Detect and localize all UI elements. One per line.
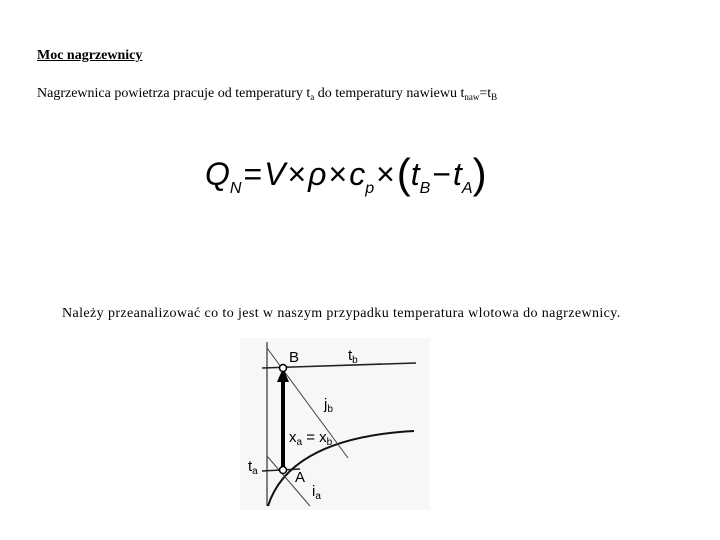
label-tb-sub: b (352, 355, 358, 366)
analysis-note: Należy przeanalizować co to jest w naszym przypadku temperatura wlotowa do nagrzewnicy. (62, 306, 621, 321)
label-ia-sub: a (315, 491, 321, 502)
intro-text-1: Nagrzewnica powietrza pracuje od temperatury t (37, 86, 311, 101)
label-xeq: = (302, 429, 320, 446)
label-point-a: A (295, 469, 306, 486)
formula-minus: − (432, 156, 452, 192)
label-xa-x: x (289, 429, 297, 446)
formula-ta: t (453, 156, 462, 192)
formula-rho: ρ (308, 156, 327, 192)
formula-times-3: × (376, 156, 395, 192)
formula-equals: = (243, 156, 263, 192)
label-xa-sub: a (296, 437, 303, 448)
label-xb-x: x (319, 429, 327, 446)
formula-times-2: × (328, 156, 348, 192)
intro-paragraph (37, 86, 497, 102)
formula-times-1: × (287, 156, 307, 192)
point-b-marker (280, 365, 287, 372)
intro-text-2: do temperatury nawiewu t (314, 86, 465, 101)
label-tb-t: t (348, 347, 353, 364)
formula-q-sub: N (229, 180, 242, 197)
label-xa-eq-xb (289, 429, 333, 448)
heater-power-formula (205, 146, 525, 202)
formula-c-sub: p (365, 180, 375, 197)
intro-sub-3: B (491, 92, 498, 102)
mollier-diagram (240, 338, 430, 510)
intro-sub-1: a (310, 92, 315, 102)
formula-rparen: ) (472, 150, 487, 197)
label-jb-sub: b (327, 404, 333, 415)
intro-sub-2: naw (464, 92, 480, 102)
point-a-marker (280, 467, 287, 474)
formula-ta-sub: A (461, 180, 473, 197)
label-jb-j: j (324, 396, 328, 413)
label-ta-sub: a (252, 466, 258, 477)
intro-text-3: =t (479, 86, 492, 101)
label-ta-t: t (248, 458, 253, 475)
label-point-b: B (289, 349, 300, 366)
formula-v: V (264, 156, 286, 192)
label-xb-sub: b (326, 437, 333, 448)
formula-c: c (349, 156, 366, 192)
label-ia-i: i (312, 483, 316, 500)
formula-lparen: ( (396, 150, 411, 197)
formula-q: Q (205, 156, 230, 192)
page-title: Moc nagrzewnicy (37, 48, 143, 63)
formula-tb-sub: B (419, 180, 431, 197)
formula-tb: t (410, 156, 420, 192)
